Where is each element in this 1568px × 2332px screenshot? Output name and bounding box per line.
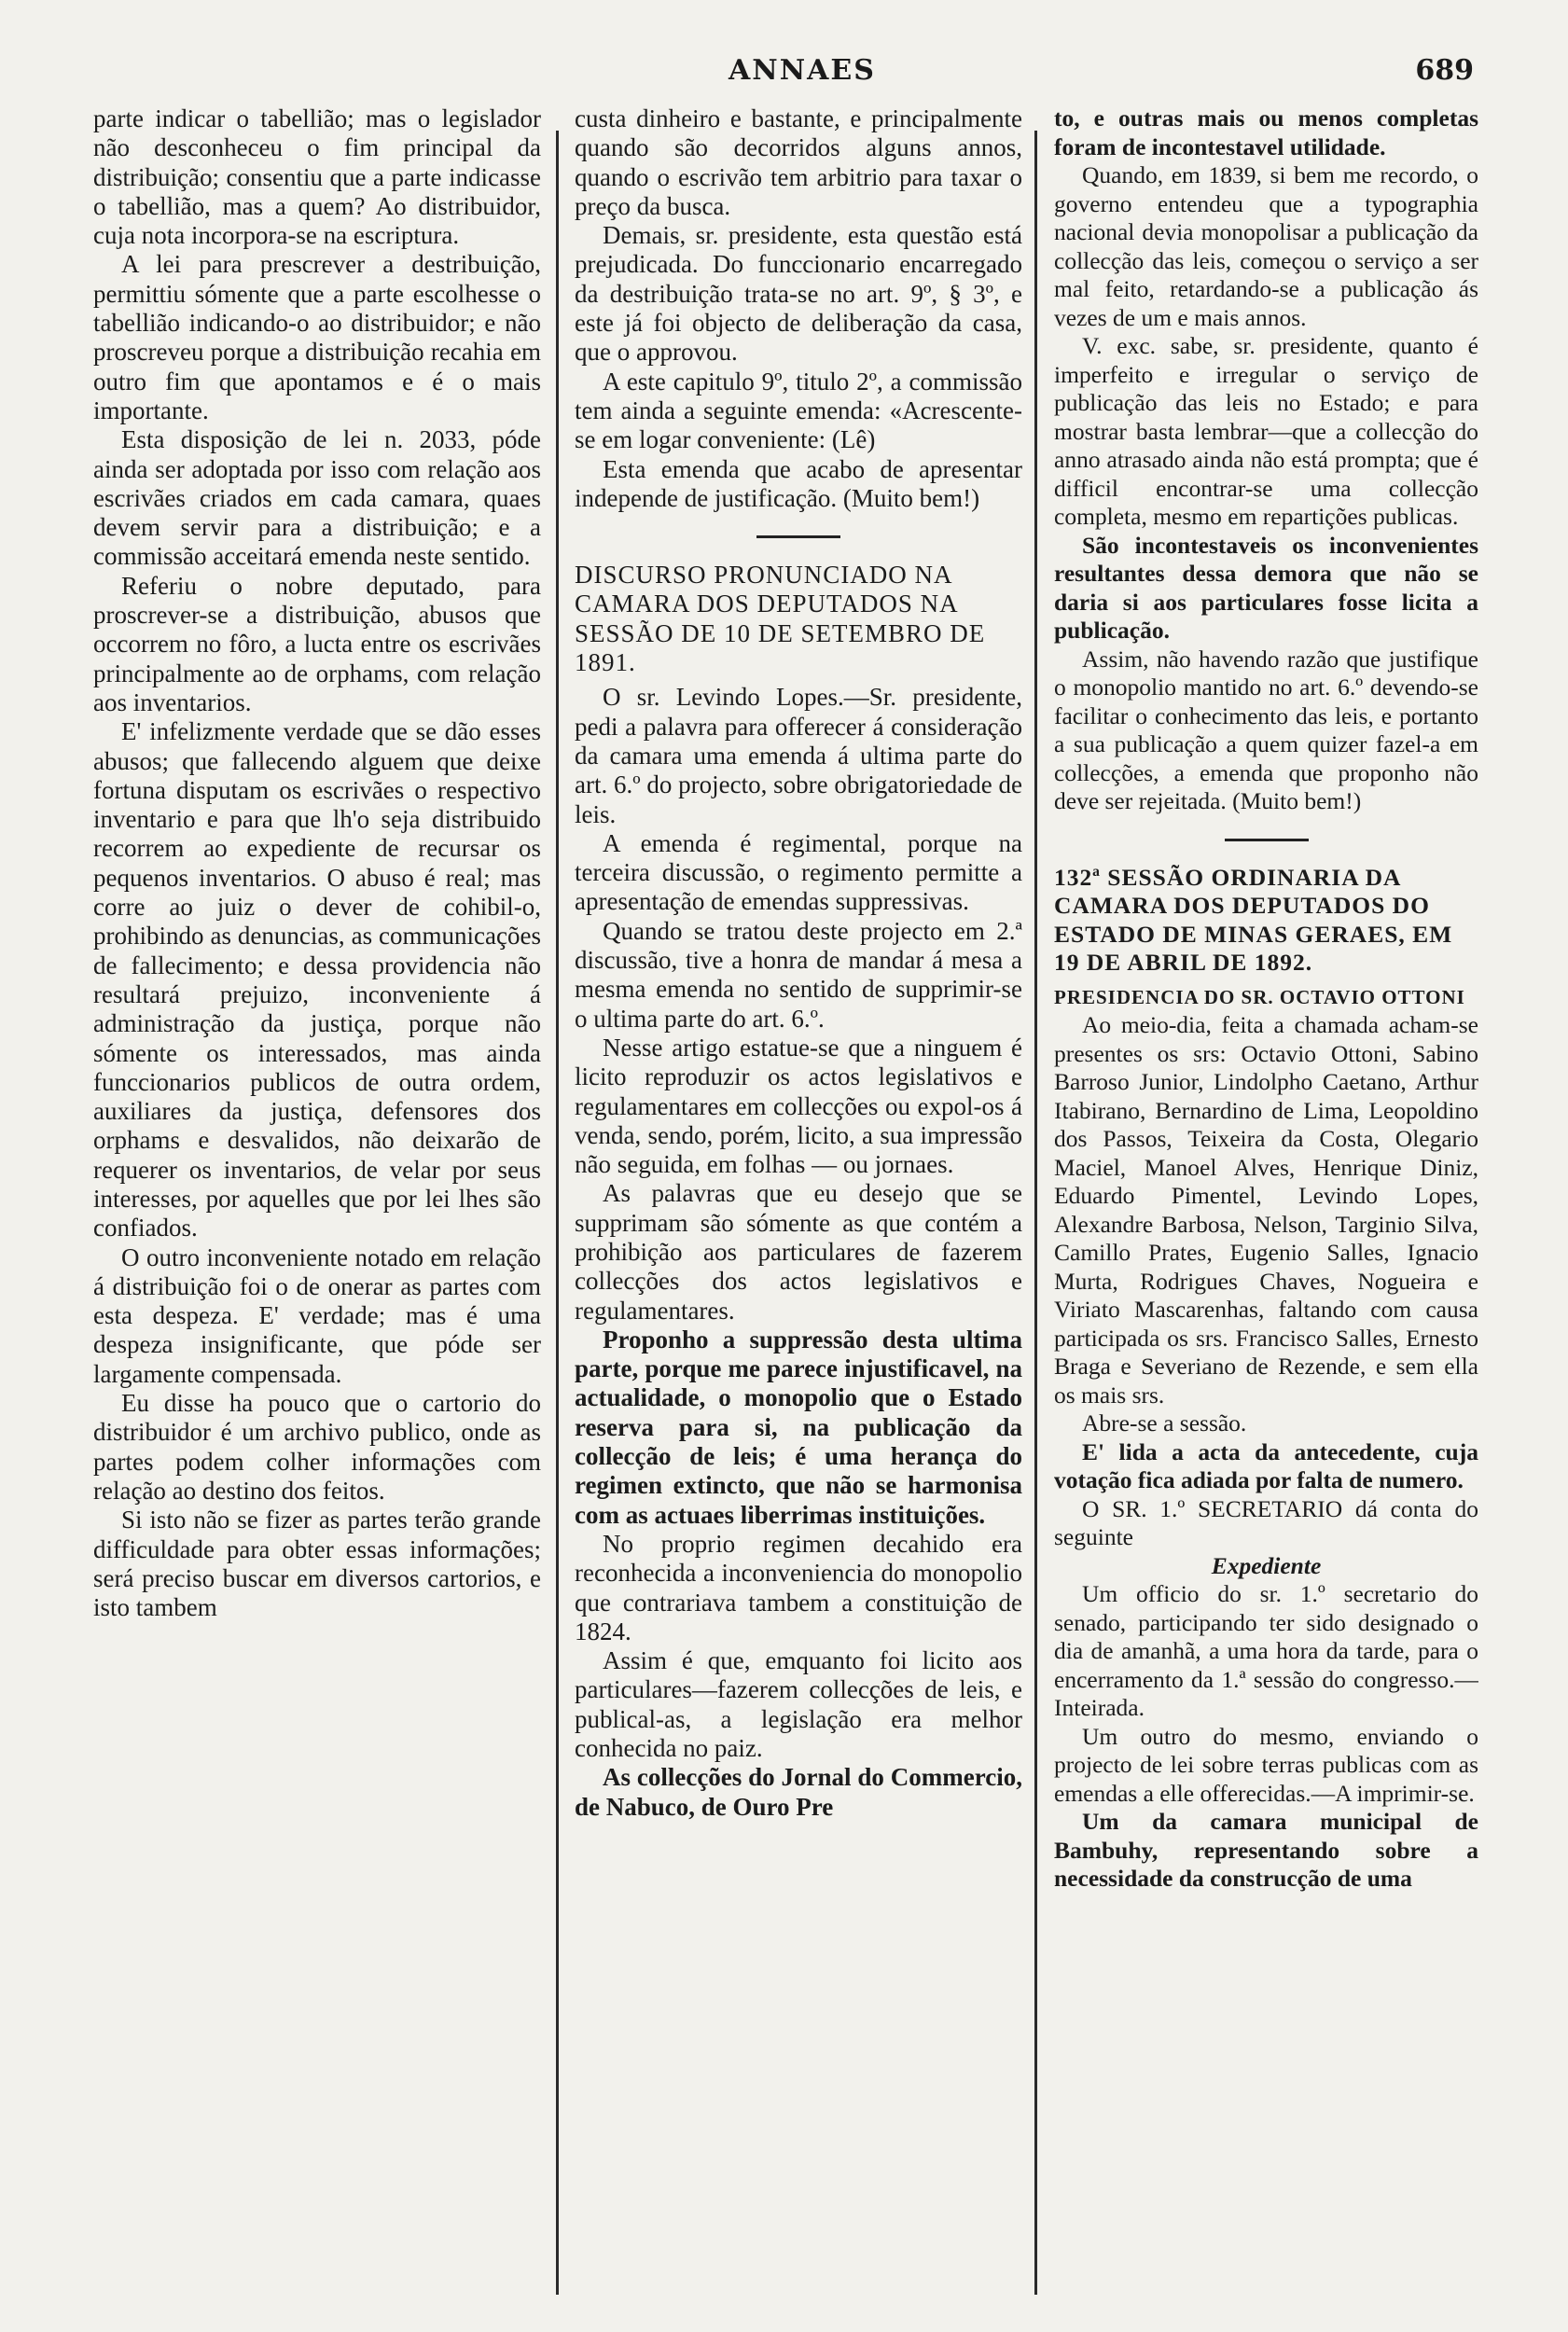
- paragraph: to, e outras mais ou menos completas foram de incontestavel utilidade.: [1054, 104, 1478, 160]
- paragraph: Um outro do mesmo, enviando o projecto de lei sobre terras publicas com as emendas a elle offerecidas.—A imprimir-se.: [1054, 1722, 1478, 1807]
- paragraph: As collecções do Jornal do Commercio, de Nabuco, de Ouro Pre: [575, 1763, 1022, 1821]
- paragraph: E' lida a acta da antecedente, cuja votação fica adiada por falta de numero.: [1054, 1437, 1478, 1493]
- paragraph: Si isto não se fizer as partes terão grande difficuldade para obter essas informações; será preciso buscar em diversos cartorios, e isto tambem: [93, 1506, 541, 1622]
- column-3: [1054, 104, 1478, 2306]
- paragraph: Ao meio-dia, feita a chamada acham-se presentes os srs: Octavio Ottoni, Sabino Barroso Junior, Lindolpho Caetano, Arthur Itabirano, Bernardino de Lima, Leopoldino dos Passos, Teixeira da Costa, Olegario Maciel, Manoel Alves, Henrique Diniz, Eduardo Pimentel, Levindo Lopes, Alexandre Barbosa, Nelson, Targinio Silva, Camillo Prates, Eugenio Salles, Ignacio Murta, Rodrigues Chaves, Nogueira e Viriato Mascarenhas, faltando com causa participada os srs. Francisco Salles, Ernesto Braga e Severiano de Rezende, e sem ella os mais srs.: [1054, 1011, 1478, 1409]
- paragraph: Assim, não havendo razão que justifique o monopolio mantido no art. 6.º devendo-se facilitar o conhecimento das leis, e portanto a sua publicação a quem quizer fazel-a em collecções, a emenda que proponho não deve ser rejeitada. (Muito bem!): [1054, 645, 1478, 814]
- paragraph: Demais, sr. presidente, esta questão está prejudicada. Do funccionario encarregado da destribuição trata-se no art. 9º, § 3º, e este já foi objecto de deliberação da casa, que o approvou.: [575, 221, 1022, 367]
- paragraph: O sr. Levindo Lopes.—Sr. presidente, pedi a palavra para offerecer á consideração da camara uma emenda á ultima parte do art. 6.º do projecto, sobre obrigatoriedade de leis.: [575, 683, 1022, 828]
- page-number: 689: [1415, 54, 1474, 87]
- paragraph: E' infelizmente verdade que se dão esses abusos; que fallecendo alguem que deixe fortuna disputam os escrivães o respectivo inventario e para que lh'o seja distribuido recorrem ao expediente de recursar os pequenos inventarios. O abuso é real; mas corre ao juiz o dever de cohibil-o, prohibindo as denuncias, as communicações de fallecimento; e dessa providencia não resultará prejuizo, inconveniente á administração da justiça, porque não sómente os interessados, mas ainda funccionarios publicos de outra ordem, auxiliares da justiça, defensores dos orphams e desvalidos, não deixarão de requerer os inventarios, de velar por seus interesses, por aquelles que por lei lhes são confiados.: [93, 717, 541, 1242]
- paragraph: Um da camara municipal de Bambuhy, representando sobre a necessidade da construcção de uma: [1054, 1808, 1478, 1892]
- paragraph: A emenda é regimental, porque na terceira discussão, o regimento permitte a apresentação de emendas suppressivas.: [575, 828, 1022, 916]
- paragraph: Abre-se a sessão.: [1082, 1409, 1247, 1437]
- paragraph: Referiu o nobre deputado, para proscrever-se a distribuição, abusos que occorrem no fôro, a lucta entre os escrivães principalmente ao de orphams, com relação aos inventarios.: [93, 571, 541, 716]
- presidency-line: PRESIDENCIA DO SR. OCTAVIO OTTONI: [1054, 985, 1465, 1008]
- paragraph: Eu disse ha pouco que o cartorio do distribuidor é um archivo publico, onde as partes podem colher informações com relação ao destino dos feitos.: [93, 1389, 541, 1505]
- column-1: [93, 104, 541, 2306]
- paragraph: Esta disposição de lei n. 2033, póde ainda ser adoptada por isso com relação aos escrivães criados em cada camara, quaes devem servir para a distribuição; e a commissão acceitará emenda neste sentido.: [93, 425, 541, 571]
- paragraph: parte indicar o tabellião; mas o legislador não desconheceu o fim principal da distribuição; consentiu que a parte indicasse o tabellião, mas a quem? Ao distribuidor, cuja nota incorpora-se na escriptura.: [93, 104, 541, 250]
- discourse-title: DISCURSO PRONUNCIADO NA CAMARA DOS DEPUTADOS NA SESSÃO DE 10 DE SETEMBRO DE 1891.: [575, 561, 986, 677]
- publication-title: ANNAES: [728, 54, 876, 87]
- paragraph: Proponho a suppressão desta ultima parte, porque me parece injustificavel, na actualidade, o monopolio que o Estado reserva para si, na publicação da collecção de leis; é uma herança do regimen extincto, que não se harmonisa com as actuaes liberrimas instituições.: [575, 1325, 1022, 1529]
- paragraph: V. exc. sabe, sr. presidente, quanto é imperfeito e irregular o serviço de publicação das leis no Estado; e para mostrar basta lembrar—que a collecção do anno atrasado ainda não está prompta; que é difficil encontrar-se uma collecção completa, mesmo em repartições publicas.: [1054, 332, 1478, 530]
- paragraph: Quando, em 1839, si bem me recordo, o governo entendeu que a typographia nacional devia monopolisar a publicação da collecção das leis, começou o serviço a ser mal feito, retardando-se a publicação ás vezes de um e mais annos.: [1054, 161, 1478, 331]
- paragraph: São incontestaveis os inconvenientes resultantes dessa demora que não se daria si aos particulares fosse licita a publicação.: [1054, 531, 1478, 644]
- column-rule: [556, 131, 559, 2295]
- paragraph: Um officio do sr. 1.º secretario do senado, participando ter sido designado o dia de amanhã, a uma hora da tarde, para o encerramento da 1.ª sessão do congresso.— Inteirada.: [1054, 1580, 1478, 1721]
- paragraph: Esta emenda que acabo de apresentar independe de justificação. (Muito bem!): [575, 454, 1022, 512]
- paragraph: Quando se tratou deste projecto em 2.ª discussão, tive a honra de mandar á mesa a mesma emenda no sentido de supprimir-se o ultima parte do art. 6.º.: [575, 916, 1022, 1033]
- expediente-heading: Expediente: [1211, 1551, 1322, 1579]
- session-title: 132ª SESSÃO ORDINARIA DA CAMARA DOS DEPUTADOS DO ESTADO DE MINAS GERAES, EM 19 DE ABRIL DE 1892.: [1054, 863, 1453, 976]
- paragraph: O SR. 1.º SECRETARIO dá conta do seguinte: [1054, 1494, 1478, 1550]
- paragraph: O outro inconveniente notado em relação á distribuição foi o de onerar as partes com esta despeza. E' verdade; mas é uma despeza insignificante, que póde ser largamente compensada.: [93, 1242, 541, 1388]
- paragraph: No proprio regimen decahido era reconhecida a inconveniencia do monopolio que contrariava tambem a constituição de 1824.: [575, 1529, 1022, 1645]
- section-separator: [1225, 839, 1309, 841]
- paragraph: custa dinheiro e bastante, e principalmente quando são decorridos alguns annos, quando o escrivão tem arbitrio para taxar o preço da busca.: [575, 104, 1022, 220]
- paragraph: A este capitulo 9º, titulo 2º, a commissão tem ainda a seguinte emenda: «Acrescente-se em logar conveniente: (Lê): [575, 367, 1022, 454]
- paragraph: Assim é que, emquanto foi licito aos particulares—fazerem collecções de leis, e publical-as, a legislação era melhor conhecida no paiz.: [575, 1646, 1022, 1763]
- paragraph: As palavras que eu desejo que se supprimam são sómente as que contém a prohibição aos particulares de fazerem collecções dos actos legislativos e regulamentares.: [575, 1179, 1022, 1325]
- column-rule: [1034, 131, 1037, 2295]
- column-2: [575, 104, 1022, 2306]
- page-header: [93, 54, 1474, 101]
- paragraph: A lei para prescrever a destribuição, permittiu sómente que a parte escolhesse o tabellião indicando-o ao distribuidor; e não proscreveu porque a distribuição recahia em outro fim que apontamos e é o mais importante.: [93, 250, 541, 424]
- section-separator: [756, 535, 840, 538]
- paragraph: Nesse artigo estatue-se que a ninguem é licito reproduzir os actos legislativos e regulamentares em collecções ou expol-os á venda, sendo, porém, licito, a sua impressão não seguida, em folhas — ou jornaes.: [575, 1033, 1022, 1179]
